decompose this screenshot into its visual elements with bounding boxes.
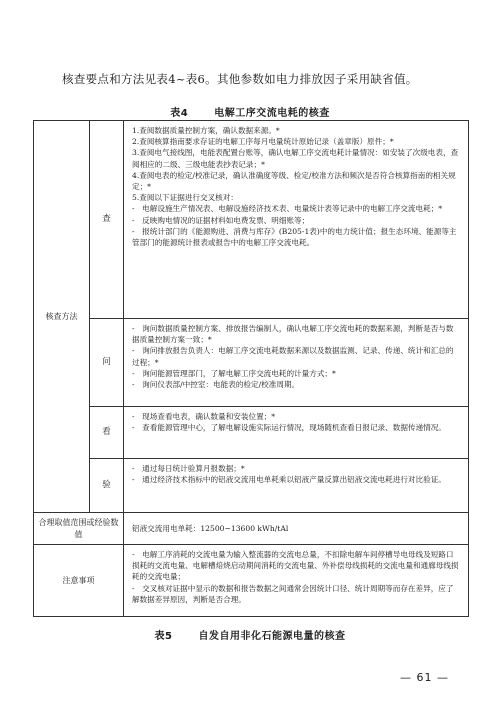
list-item: 4.查阅电表的检定/校准记录，确认准确度等级、检定/校准方法和频次是否符合核算指南的相关规定；* xyxy=(132,170,456,192)
list-item: - 询问排放报告负责人：电解工序交流电耗数据来源以及数据监测、记录、传递、统计和汇总的过程；* xyxy=(132,346,454,367)
list-item: 2.查阅核算指南要求存证的电解工序每月电量统计原始记录（盖章版）原件；* xyxy=(132,137,394,147)
list-item: - 交叉核对证据中显示的数据和报告数据之间通常会因统计口径、统计周期等而存在差异，应了解数据差异原因，判断是否合理。 xyxy=(132,583,454,604)
table-row-ask xyxy=(34,319,469,407)
list-item: - 询问数据质量控制方案、排放报告编制人，确认电解工序交流电耗的数据来源，判断是否与数据质量控制方案一致；* xyxy=(132,324,454,345)
table-row-range xyxy=(34,513,469,545)
table-row-verify xyxy=(34,459,469,513)
range-value: 铝液交流用电单耗：12500~13600 kWh/tAl xyxy=(124,513,469,545)
list-item: - 询问能源管理部门，了解电解工序交流电耗的计量方式；* xyxy=(132,368,336,378)
table-row-check xyxy=(34,121,469,319)
table5-caption xyxy=(0,627,500,642)
list-item: - 通过每日统计验算月报数据；* xyxy=(132,464,245,473)
notes-label: 注意事项 xyxy=(34,545,124,617)
sub-method-content xyxy=(124,319,469,407)
table4 xyxy=(33,120,469,617)
list-item: - 通过经济技术指标中的铝液交流用电单耗乘以铝液产量反算出铝液交流电耗进行对比验证。 xyxy=(132,475,446,485)
list-item: - 电解设施生产情况表、电解设施经济技术表、电量统计表等记录中的电解工序交流电耗；* xyxy=(132,204,443,214)
intro-paragraph: 核查要点和方法见表4~表6。其他参数如电力排放因子采用缺省值。 xyxy=(62,72,418,86)
list-item: - 询问仪表部/中控室：电能表的检定/校准周期。 xyxy=(132,380,300,390)
sub-method-content xyxy=(124,407,469,459)
list-item: - 现场查看电表，确认数量和安装位置；* xyxy=(132,412,276,421)
page-number: — 61 — xyxy=(400,671,449,684)
list-item: - 电解工序消耗的交流电量为输入整流器的交流电总量，不扣除电解车间停槽导电母线及短路口损耗的交流电量、电解槽焙烧启动期间消耗的交流电量、外补偿母线损耗的交流电量和通廊母线损耗的交流电量； xyxy=(132,550,459,582)
sub-method-label: 看 xyxy=(90,407,124,459)
table-row-look xyxy=(34,407,469,459)
list-item: - 反映购电情况的证据材料如电费发票、明细账等； xyxy=(132,215,310,225)
list-item: 3.查阅电气接线图，电能表配置台账等，确认电解工序交流电耗计量情况：如安装了次级电表，查阅相应的二级、三级电能表抄表记录；* xyxy=(132,148,459,169)
list-item: - 查看能源管理中心，了解电解设施实际运行情况，现场随机查看日报记录、数据传递情况。 xyxy=(132,423,446,433)
sub-method-label: 验 xyxy=(90,459,124,513)
list-item: 5.查阅以下证据进行交叉核对： xyxy=(132,193,238,203)
list-item: 1.查阅数据质量控制方案，确认数据来源。* xyxy=(132,126,280,135)
table4-number: 表4 xyxy=(170,108,189,119)
notes-content xyxy=(124,545,469,617)
list-item: - 报统计部门的《能源购进、消费与库存》(B205-1表)中的电力统计值；报生态环境、能源等主管部门的能源统计报表或报告中的电解工序交流电耗。 xyxy=(132,226,457,248)
table4-caption xyxy=(0,104,500,119)
table4-title: 电解工序交流电耗的核查 xyxy=(214,108,330,119)
table5-title: 自发自用非化石能源电量的核查 xyxy=(198,631,346,642)
method-label: 核查方法 xyxy=(34,121,90,513)
table-row-notes xyxy=(34,545,469,617)
sub-method-label: 查 xyxy=(90,121,124,319)
sub-method-label: 问 xyxy=(90,319,124,407)
sub-method-content xyxy=(124,459,469,513)
table5-number: 表5 xyxy=(154,631,173,642)
range-label: 合理取值范围或经验数值 xyxy=(34,513,124,545)
sub-method-content xyxy=(124,121,469,319)
